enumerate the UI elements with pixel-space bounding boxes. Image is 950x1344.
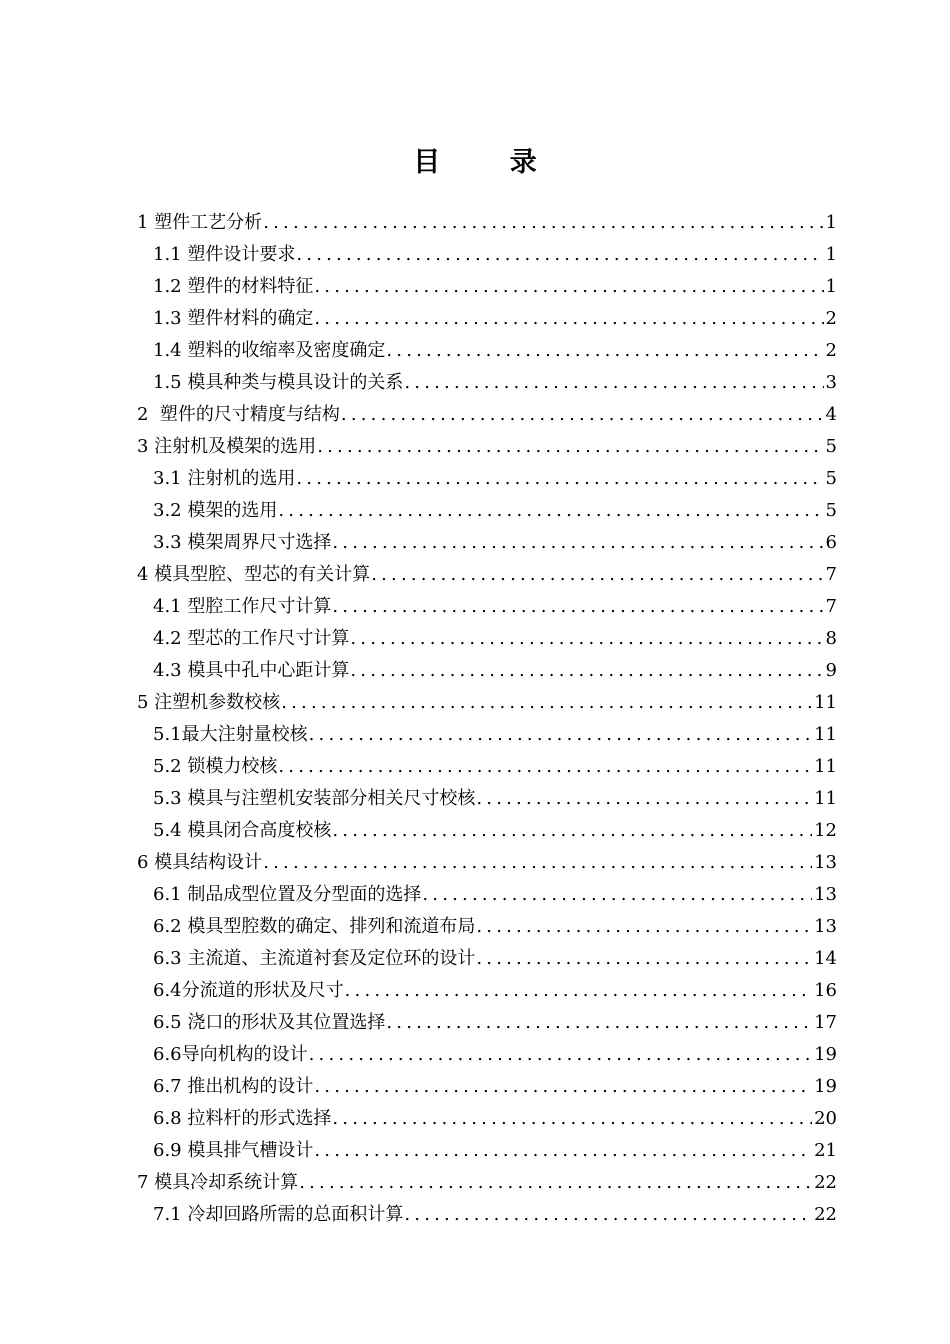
- toc-entry-page-number: 14: [814, 948, 837, 969]
- toc-entry-page-number: 13: [814, 884, 837, 905]
- toc-entry-label: 2 塑件的尺寸精度与结构: [137, 404, 340, 425]
- toc-entry[interactable]: [0, 495, 950, 527]
- toc-entry-label: 6.4分流道的形状及尺寸: [153, 980, 344, 1001]
- toc-entry-page-number: 1: [825, 212, 837, 233]
- toc-entry-page-number: 3: [825, 372, 837, 393]
- toc-dot-leader: [386, 335, 823, 367]
- toc-dot-leader: [296, 239, 823, 271]
- toc-entry-page-number: 1: [825, 244, 837, 265]
- toc-entry-label: 6.5 浇口的形状及其位置选择: [153, 1012, 386, 1033]
- toc-dot-leader: [278, 495, 823, 527]
- toc-entry-label: 5.2 锁模力校核: [153, 756, 278, 777]
- toc-entry[interactable]: [0, 623, 950, 655]
- toc-dot-leader: [309, 719, 812, 751]
- toc-entry-page-number: 5: [825, 468, 837, 489]
- toc-dot-leader: [345, 975, 812, 1007]
- toc-entry-page-number: 11: [814, 724, 837, 745]
- toc-entry-label: 3.3 模架周界尺寸选择: [153, 532, 332, 553]
- toc-dot-leader: [341, 399, 824, 431]
- toc-entry-label: 3.2 模架的选用: [153, 500, 278, 521]
- toc-entry[interactable]: [0, 399, 950, 431]
- toc-entry-page-number: 22: [814, 1172, 837, 1193]
- toc-dot-leader: [476, 783, 812, 815]
- toc-entry-label: 6.1 制品成型位置及分型面的选择: [153, 884, 422, 905]
- toc-entry[interactable]: [0, 207, 950, 239]
- toc-entry-page-number: 8: [825, 628, 837, 649]
- toc-entry[interactable]: [0, 1007, 950, 1039]
- toc-dot-leader: [314, 303, 823, 335]
- toc-entry-label: 3.1 注射机的选用: [153, 468, 296, 489]
- toc-entry[interactable]: [0, 1135, 950, 1167]
- toc-entry[interactable]: [0, 879, 950, 911]
- toc-entry-label: 1.3 塑件材料的确定: [153, 308, 314, 329]
- toc-entry-page-number: 21: [814, 1140, 837, 1161]
- toc-entry-page-number: 13: [814, 916, 837, 937]
- toc-entry-label: 5 注塑机参数校核: [137, 692, 281, 713]
- toc-entry-page-number: 2: [825, 340, 837, 361]
- toc-entry[interactable]: [0, 367, 950, 399]
- toc-entry-label: 4 模具型腔、型芯的有关计算: [137, 564, 371, 585]
- toc-dot-leader: [422, 879, 812, 911]
- toc-entry-label: 4.2 型芯的工作尺寸计算: [153, 628, 350, 649]
- toc-entry[interactable]: [0, 527, 950, 559]
- toc-entry-page-number: 16: [814, 980, 837, 1001]
- toc-entry-label: 7.1 冷却回路所需的总面积计算: [153, 1204, 404, 1225]
- toc-entry[interactable]: [0, 431, 950, 463]
- toc-dot-leader: [332, 527, 823, 559]
- toc-entry-label: 6.9 模具排气槽设计: [153, 1140, 314, 1161]
- toc-dot-leader: [350, 655, 823, 687]
- toc-entry[interactable]: [0, 751, 950, 783]
- toc-entry-label: 3 注射机及模架的选用: [137, 436, 317, 457]
- toc-dot-leader: [317, 431, 823, 463]
- toc-entry[interactable]: [0, 687, 950, 719]
- toc-entry-label: 6 模具结构设计: [137, 852, 263, 873]
- toc-dot-leader: [404, 367, 823, 399]
- toc-dot-leader: [309, 1039, 812, 1071]
- toc-entry[interactable]: [0, 719, 950, 751]
- toc-dot-leader: [332, 591, 823, 623]
- toc-entry-page-number: 11: [814, 692, 837, 713]
- toc-entry[interactable]: [0, 975, 950, 1007]
- toc-entry-page-number: 5: [825, 500, 837, 521]
- toc-entry-page-number: 4: [825, 404, 837, 425]
- toc-dot-leader: [332, 1103, 812, 1135]
- toc-dot-leader: [314, 1135, 812, 1167]
- toc-entry-label: 6.2 模具型腔数的确定、排列和流道布局: [153, 916, 476, 937]
- toc-list: [0, 207, 950, 1231]
- toc-entry-page-number: 5: [825, 436, 837, 457]
- toc-entry[interactable]: [0, 847, 950, 879]
- toc-dot-leader: [404, 1199, 812, 1231]
- toc-entry[interactable]: [0, 271, 950, 303]
- toc-entry-page-number: 11: [814, 788, 837, 809]
- toc-dot-leader: [299, 1167, 812, 1199]
- toc-entry-page-number: 1: [825, 276, 837, 297]
- toc-entry-page-number: 6: [825, 532, 837, 553]
- toc-entry-page-number: 19: [814, 1076, 837, 1097]
- toc-dot-leader: [332, 815, 812, 847]
- toc-title: 目 录: [413, 147, 567, 178]
- toc-dot-leader: [476, 943, 812, 975]
- toc-entry[interactable]: [0, 1039, 950, 1071]
- toc-dot-leader: [476, 911, 812, 943]
- toc-entry-label: 5.1最大注射量校核: [153, 724, 308, 745]
- toc-entry-page-number: 12: [814, 820, 837, 841]
- toc-entry[interactable]: [0, 1199, 950, 1231]
- toc-dot-leader: [263, 207, 823, 239]
- toc-entry-page-number: 9: [825, 660, 837, 681]
- toc-entry[interactable]: [0, 1071, 950, 1103]
- toc-entry-page-number: 7: [825, 596, 837, 617]
- toc-entry-page-number: 19: [814, 1044, 837, 1065]
- toc-entry-label: 1.4 塑料的收缩率及密度确定: [153, 340, 386, 361]
- toc-dot-leader: [296, 463, 823, 495]
- toc-entry-page-number: 17: [814, 1012, 837, 1033]
- toc-entry[interactable]: [0, 591, 950, 623]
- toc-entry-page-number: 2: [825, 308, 837, 329]
- toc-entry-label: 5.3 模具与注塑机安装部分相关尺寸校核: [153, 788, 476, 809]
- toc-dot-leader: [314, 1071, 812, 1103]
- toc-entry-label: 4.1 型腔工作尺寸计算: [153, 596, 332, 617]
- toc-entry-label: 1.2 塑件的材料特征: [153, 276, 314, 297]
- toc-entry-label: 5.4 模具闭合高度校核: [153, 820, 332, 841]
- toc-entry-label: 6.7 推出机构的设计: [153, 1076, 314, 1097]
- toc-dot-leader: [371, 559, 823, 591]
- toc-entry[interactable]: [0, 463, 950, 495]
- toc-entry-label: 6.3 主流道、主流道衬套及定位环的设计: [153, 948, 476, 969]
- toc-entry[interactable]: [0, 559, 950, 591]
- toc-entry-label: 6.8 拉料杆的形式选择: [153, 1108, 332, 1129]
- toc-entry[interactable]: [0, 1103, 950, 1135]
- toc-entry-page-number: 13: [814, 852, 837, 873]
- toc-dot-leader: [278, 751, 812, 783]
- toc-entry[interactable]: [0, 335, 950, 367]
- toc-entry[interactable]: [0, 783, 950, 815]
- toc-entry[interactable]: [0, 815, 950, 847]
- toc-entry-page-number: 22: [814, 1204, 837, 1225]
- toc-dot-leader: [263, 847, 812, 879]
- toc-entry[interactable]: [0, 239, 950, 271]
- toc-dot-leader: [314, 271, 823, 303]
- toc-entry-page-number: 7: [825, 564, 837, 585]
- toc-dot-leader: [350, 623, 823, 655]
- toc-dot-leader: [386, 1007, 812, 1039]
- toc-entry[interactable]: [0, 303, 950, 335]
- toc-dot-leader: [281, 687, 812, 719]
- toc-entry-page-number: 20: [814, 1108, 837, 1129]
- toc-entry[interactable]: [0, 655, 950, 687]
- toc-entry-label: 1.1 塑件设计要求: [153, 244, 296, 265]
- toc-entry[interactable]: [0, 911, 950, 943]
- toc-entry-label: 6.6导向机构的设计: [153, 1044, 308, 1065]
- toc-entry-label: 1.5 模具种类与模具设计的关系: [153, 372, 404, 393]
- toc-entry-label: 7 模具冷却系统计算: [137, 1172, 299, 1193]
- toc-entry[interactable]: [0, 943, 950, 975]
- toc-entry-label: 4.3 模具中孔中心距计算: [153, 660, 350, 681]
- toc-entry[interactable]: [0, 1167, 950, 1199]
- toc-entry-page-number: 11: [814, 756, 837, 777]
- toc-entry-label: 1 塑件工艺分析: [137, 212, 263, 233]
